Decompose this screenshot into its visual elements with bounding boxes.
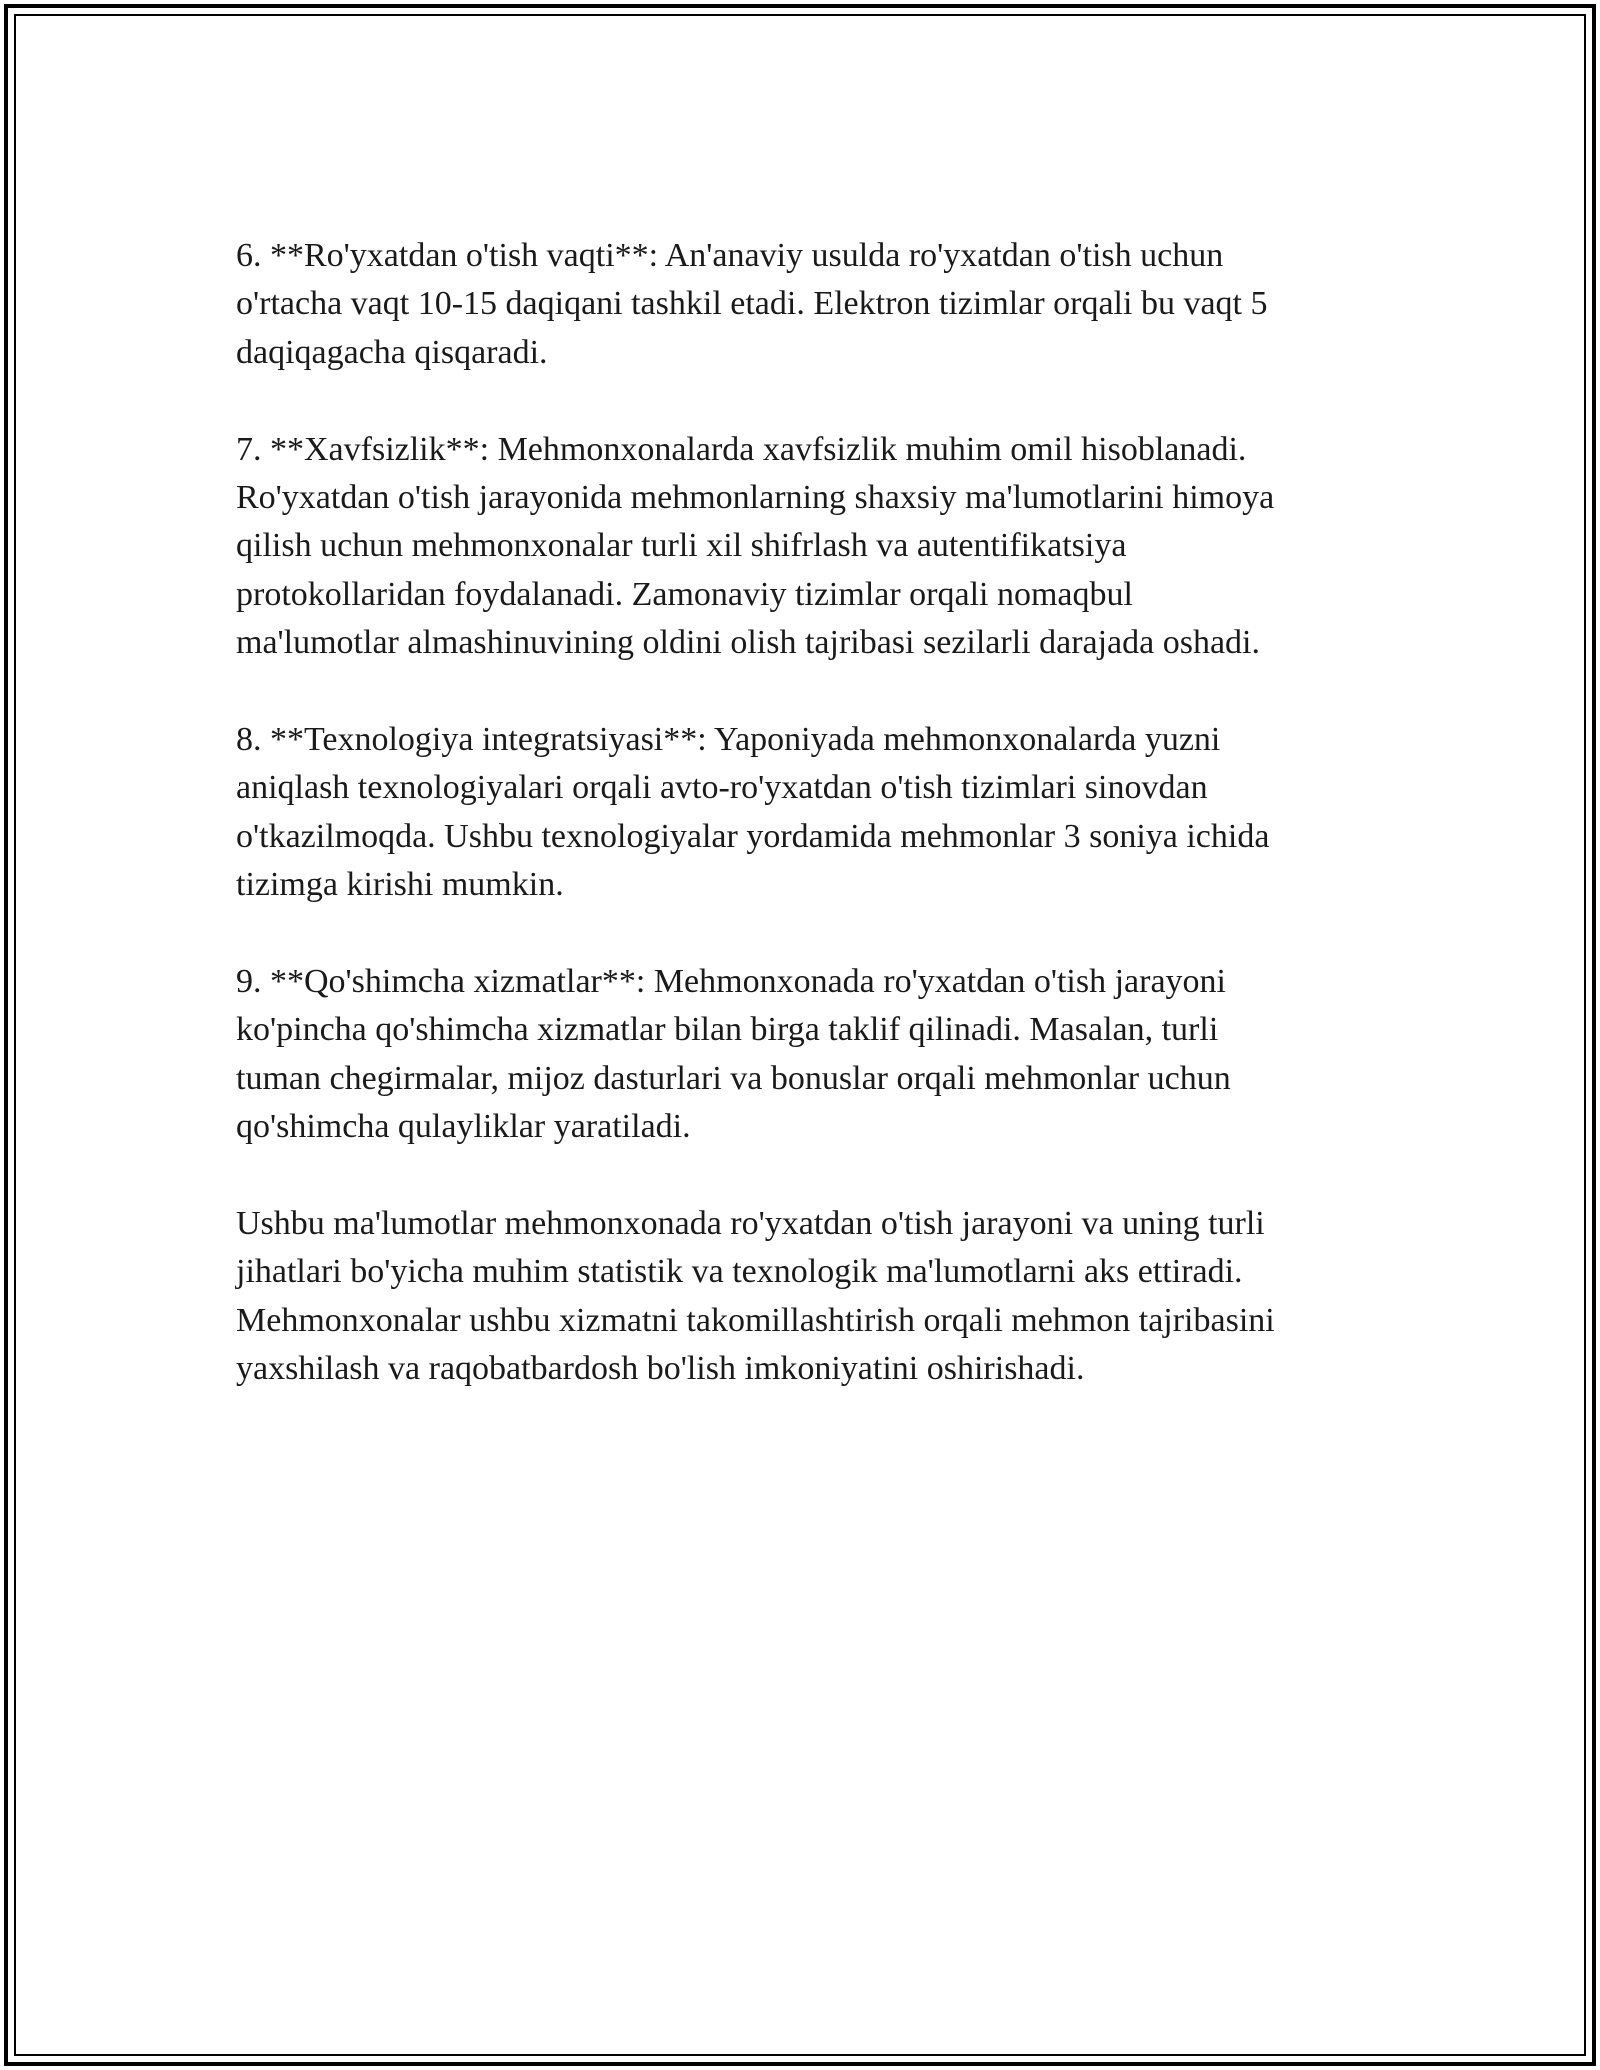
- paragraph-additional-services: 9. **Qo'shimcha xizmatlar**: Mehmonxonada ro'yxatdan o'tish jarayoni ko'pincha qo'shimcha xizmatlar bilan birga taklif qilinadi. Masalan, turli tuman chegirmalar, mijoz dasturlari va bonuslar orqali mehmonlar uchun qo'shimcha qulayliklar yaratiladi.: [236, 963, 1231, 1146]
- paragraph-conclusion: Ushbu ma'lumotlar mehmonxonada ro'yxatdan o'tish jarayoni va uning turli jihatlari bo'yicha muhim statistik va texnologik ma'lumotlarni aks ettiradi. Mehmonxonalar ushbu xizmatni takomillashtirish orqali mehmon tajribasini yaxshilash va raqobatbardosh bo'lish imkoniyatini oshirishadi.: [236, 1205, 1275, 1388]
- document-body: [236, 232, 1376, 1442]
- paragraph-technology-integration: 8. **Texnologiya integratsiyasi**: Yaponiyada mehmonxonalarda yuzni aniqlash texnologiyalari orqali avto-ro'yxatdan o'tish tizimlari sinovdan o'tkazilmoqda. Ushbu texnologiyalar yordamida mehmonlar 3 soniya ichida tizimga kirishi mumkin.: [236, 721, 1270, 904]
- paragraph-security: 7. **Xavfsizlik**: Mehmonxonalarda xavfsizlik muhim omil hisoblanadi. Ro'yxatdan o'tish jarayonida mehmonlarning shaxsiy ma'lumotlarini himoya qilish uchun mehmonxonalar turli xil shifrlash va autentifikatsiya protokollaridan foydalanadi. Zamonaviy tizimlar orqali nomaqbul ma'lumotlar almashinuvining oldini olish tajribasi sezilarli darajada oshadi.: [236, 430, 1275, 662]
- paragraph-registration-time: 6. **Ro'yxatdan o'tish vaqti**: An'anaviy usulda ro'yxatdan o'tish uchun o'rtacha vaqt 10-15 daqiqani tashkil etadi. Elektron tizimlar orqali bu vaqt 5 daqiqagacha qisqaradi.: [236, 237, 1268, 371]
